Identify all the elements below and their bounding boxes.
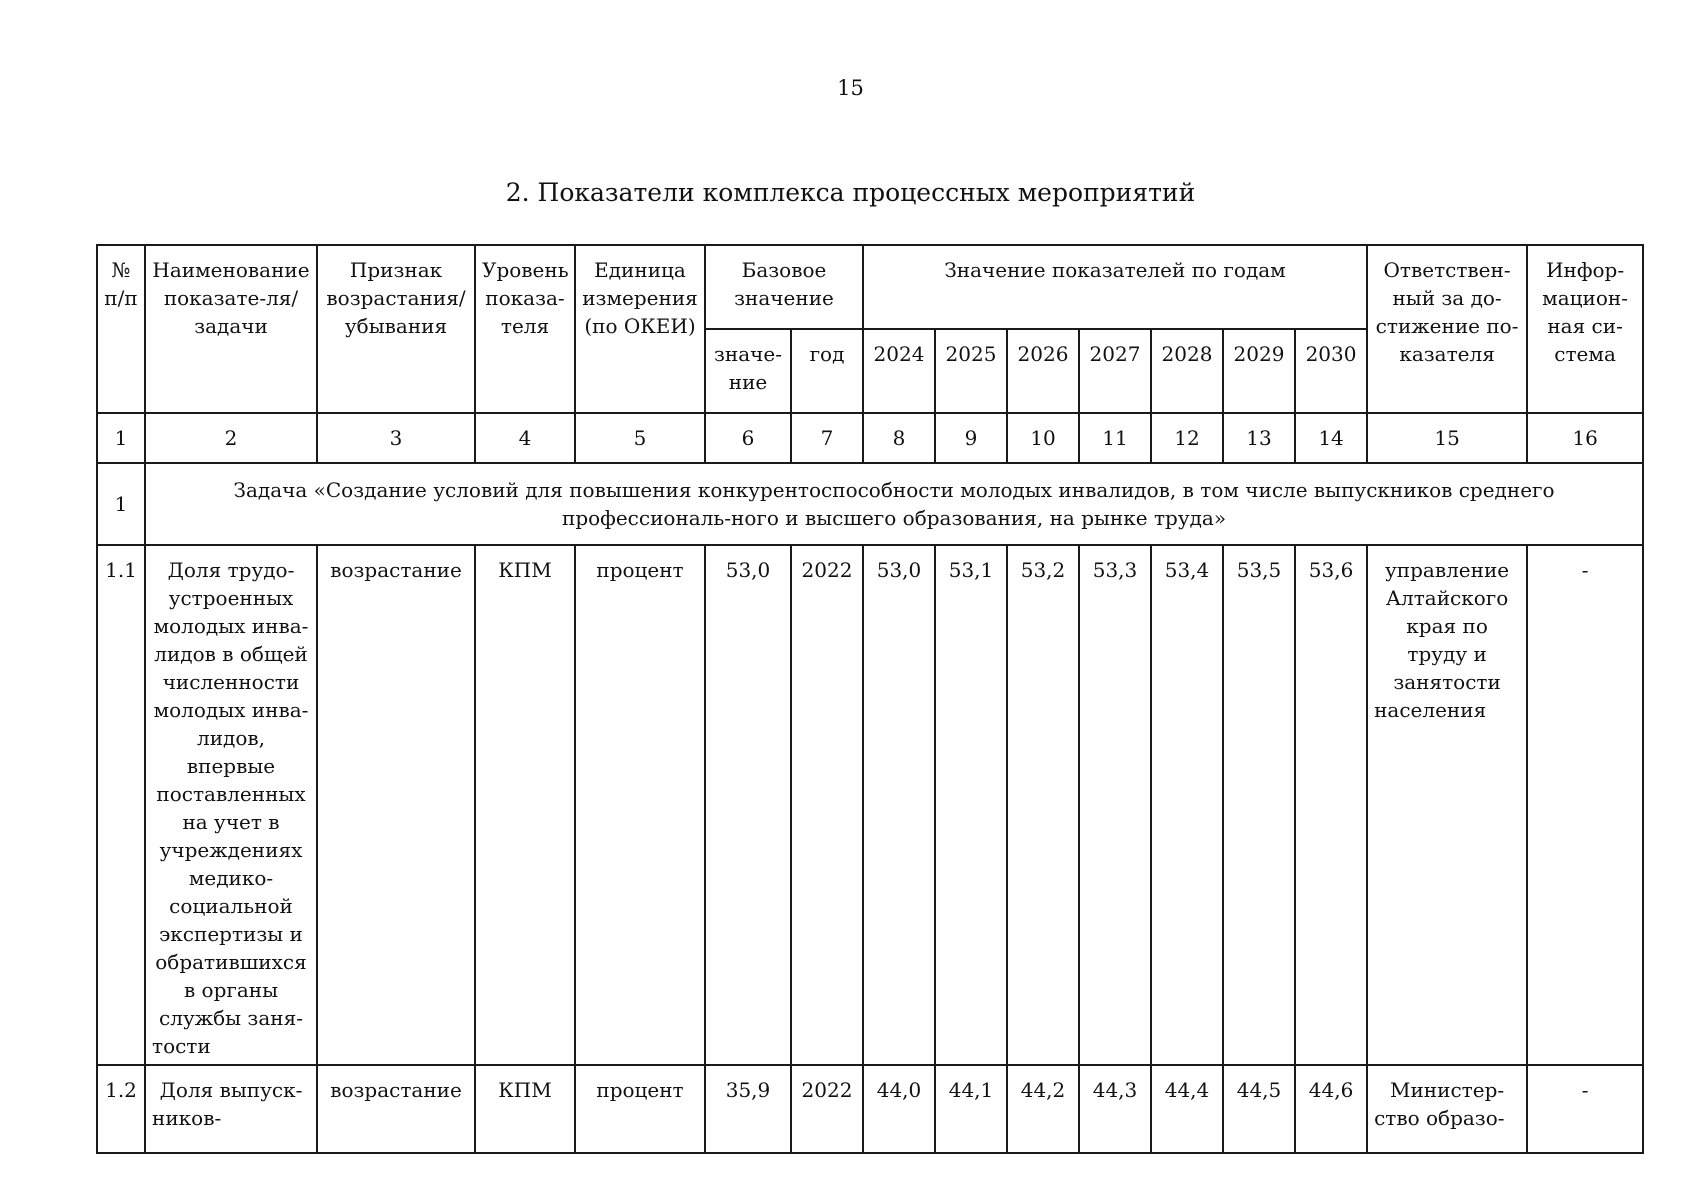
header-year: 2027	[1079, 329, 1151, 413]
year-value: 44,6	[1295, 1065, 1367, 1153]
column-number: 12	[1151, 413, 1223, 463]
task-number: 1	[97, 463, 145, 545]
column-number: 14	[1295, 413, 1367, 463]
column-number: 16	[1527, 413, 1643, 463]
indicators-table	[96, 244, 1644, 1154]
column-number: 15	[1367, 413, 1527, 463]
responsible: управление Алтайского края по труду и занятости населения	[1367, 545, 1527, 1065]
year-value: 53,4	[1151, 545, 1223, 1065]
header-year: 2029	[1223, 329, 1295, 413]
column-number: 13	[1223, 413, 1295, 463]
row-number: 1.1	[97, 545, 145, 1065]
row-number: 1.2	[97, 1065, 145, 1153]
year-value: 53,1	[935, 545, 1007, 1065]
header-row	[97, 245, 1643, 329]
header-unit: Единица измерения (по ОКЕИ)	[575, 245, 705, 413]
year-value: 53,6	[1295, 545, 1367, 1065]
section-title: 2. Показатели комплекса процессных мероприятий	[505, 178, 1196, 207]
year-value: 53,2	[1007, 545, 1079, 1065]
year-value: 44,5	[1223, 1065, 1295, 1153]
header-no: № п/п	[97, 245, 145, 413]
column-number: 7	[791, 413, 863, 463]
year-value: 53,3	[1079, 545, 1151, 1065]
year-value: 44,2	[1007, 1065, 1079, 1153]
column-number: 11	[1079, 413, 1151, 463]
year-value: 44,0	[863, 1065, 935, 1153]
indicator-unit: процент	[575, 545, 705, 1065]
column-number: 8	[863, 413, 935, 463]
year-value: 44,3	[1079, 1065, 1151, 1153]
year-value: 53,0	[863, 545, 935, 1065]
column-number: 2	[145, 413, 317, 463]
year-value: 44,1	[935, 1065, 1007, 1153]
task-row	[97, 463, 1643, 545]
column-numbers-row	[97, 413, 1643, 463]
header-year: 2024	[863, 329, 935, 413]
table-row	[97, 1065, 1643, 1153]
header-year: 2028	[1151, 329, 1223, 413]
header-info-system: Инфор-мацион-ная си-стема	[1527, 245, 1643, 413]
indicator-level: КПМ	[475, 545, 575, 1065]
indicator-sign: возрастание	[317, 545, 475, 1065]
column-number: 4	[475, 413, 575, 463]
indicator-unit: процент	[575, 1065, 705, 1153]
header-base: Базовое значение	[705, 245, 863, 329]
info-system: -	[1527, 545, 1643, 1065]
indicator-sign: возрастание	[317, 1065, 475, 1153]
column-number: 3	[317, 413, 475, 463]
base-year: 2022	[791, 1065, 863, 1153]
column-number: 6	[705, 413, 791, 463]
page-number: 15	[837, 76, 864, 100]
header-level: Уровень показа-теля	[475, 245, 575, 413]
header-years-title: Значение показателей по годам	[863, 245, 1367, 329]
header-sign: Признак возрастания/ убывания	[317, 245, 475, 413]
header-year: 2030	[1295, 329, 1367, 413]
column-number: 9	[935, 413, 1007, 463]
header-year: 2025	[935, 329, 1007, 413]
header-responsible: Ответствен-ный за до-стижение по-казателя	[1367, 245, 1527, 413]
base-value: 35,9	[705, 1065, 791, 1153]
table-row	[97, 545, 1643, 1065]
base-value: 53,0	[705, 545, 791, 1065]
responsible: Министер-ство образо-	[1367, 1065, 1527, 1153]
column-number: 5	[575, 413, 705, 463]
indicator-name: Доля выпуск-ников-	[145, 1065, 317, 1153]
header-name: Наименование показате-ля/задачи	[145, 245, 317, 413]
column-number: 10	[1007, 413, 1079, 463]
info-system: -	[1527, 1065, 1643, 1153]
header-year: 2026	[1007, 329, 1079, 413]
indicator-name: Доля трудо-устроенных молодых инва-лидов в общей численности молодых инва-лидов, впервые поставленных на учет в учреждениях медико-социальной экспертизы и обратившихся в органы службы заня-тости	[145, 545, 317, 1065]
column-number: 1	[97, 413, 145, 463]
task-text: Задача «Создание условий для повышения конкурентоспособности молодых инвалидов, в том числе выпускников среднего профессиональ-ного и высшего образования, на рынке труда»	[145, 463, 1643, 545]
header-base-value: значе-ние	[705, 329, 791, 413]
indicator-level: КПМ	[475, 1065, 575, 1153]
year-value: 53,5	[1223, 545, 1295, 1065]
base-year: 2022	[791, 545, 863, 1065]
header-base-year: год	[791, 329, 863, 413]
year-value: 44,4	[1151, 1065, 1223, 1153]
